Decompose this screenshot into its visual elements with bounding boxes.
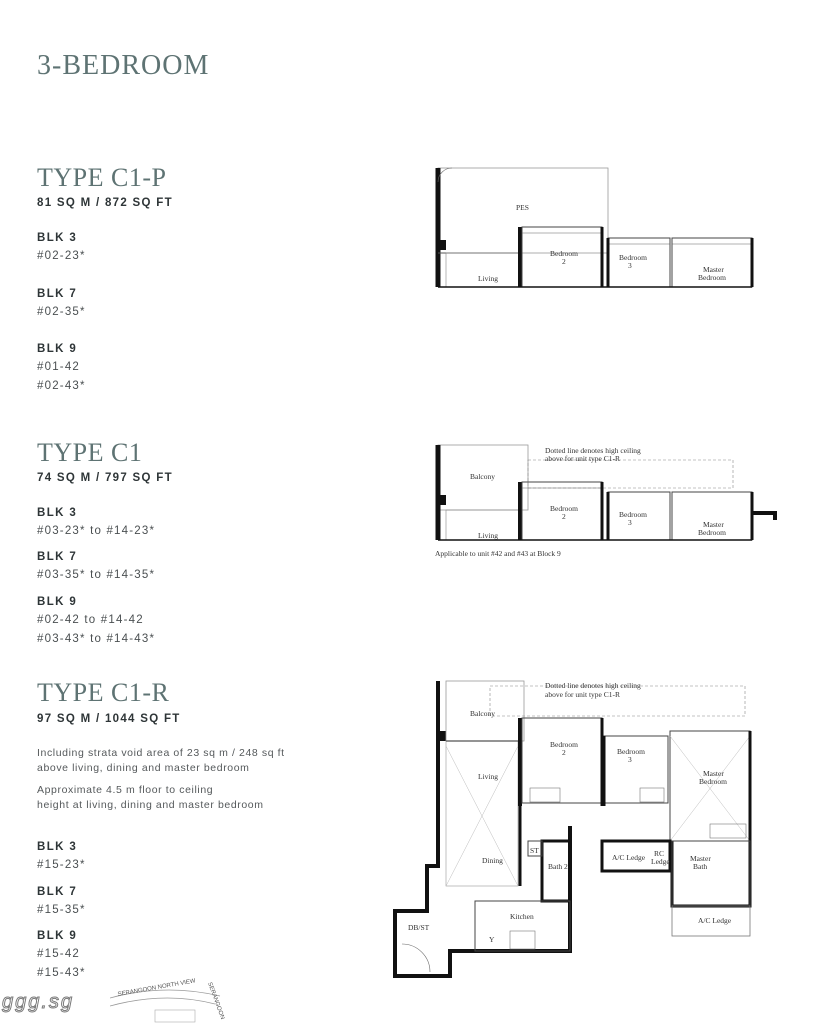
c1r-bedroom3-label: Bedroom [617,747,645,756]
key-plan-street-2: SERANGOON [206,981,226,1021]
c1p-blk7-unit: #02-35* [37,306,86,318]
c1r-note-4: height at living, dining and master bedroom [37,799,264,811]
c1-blk7-label: BLK 7 [37,551,78,563]
c1-bedroom2-num: 2 [562,512,566,521]
c1r-master-label: Master [703,769,724,778]
c1r-blk9-label: BLK 9 [37,930,78,942]
c1-dotted-note-2: above for unit type C1-R [545,454,620,463]
c1r-note-2: above living, dining and master bedroom [37,762,250,774]
c1r-blk3-label: BLK 3 [37,841,78,853]
type-c1r-title: TYPE C1-R [37,678,170,707]
c1r-living-label: Living [478,772,498,781]
c1p-blk9-unit-2: #02-43* [37,380,86,392]
c1p-blk3-unit: #02-23* [37,250,86,262]
c1-blk7-unit: #03-35* to #14-35* [37,569,156,581]
c1r-dotted-note-2: above for unit type C1-R [545,690,620,699]
c1-bedroom3-label: Bedroom [619,510,647,519]
c1r-blk7-label: BLK 7 [37,886,78,898]
c1r-blk9-unit-1: #15-42 [37,948,81,960]
c1-master-label: Master [703,520,724,529]
c1-blk3-label: BLK 3 [37,507,78,519]
c1r-balcony-label: Balcony [470,709,495,718]
c1r-bedroom3-num: 3 [628,755,632,764]
c1-blk9-unit-1: #02-42 to #14-42 [37,614,144,626]
c1r-dbst-label: DB/ST [408,923,430,932]
c1-applicable-note: Applicable to unit #42 and #43 at Block 9 [435,549,561,558]
type-c1r-area: 97 SQ M / 1044 SQ FT [37,713,181,725]
c1r-ac-ledge-2-label: A/C Ledge [698,916,732,925]
c1r-rc-ledge-label: Ledge [651,857,670,866]
c1r-blk9-unit-2: #15-43* [37,967,86,979]
c1r-y-label: Y [489,935,495,944]
c1-bedroom2-label: Bedroom [550,504,578,513]
c1p-blk9-label: BLK 9 [37,343,78,355]
c1r-master-bath-label-1: Master [690,854,711,863]
c1-bedroom3-num: 3 [628,518,632,527]
c1r-note-3: Approximate 4.5 m floor to ceiling [37,784,214,796]
c1r-note-1: Including strata void area of 23 sq m / 248 sq ft [37,747,285,759]
type-c1p-title: TYPE C1-P [37,163,167,192]
c1r-kitchen-label: Kitchen [510,912,534,921]
c1r-master-bath-label-2: Bath [693,862,708,871]
type-c1p-area: 81 SQ M / 872 SQ FT [37,197,173,209]
c1r-floor-plan [390,676,770,981]
c1p-master-bedroom-label: Bedroom [698,273,726,282]
c1r-blk3-unit: #15-23* [37,859,86,871]
c1-blk3-unit: #03-23* to #14-23* [37,525,156,537]
c1r-master-bedroom-label: Bedroom [699,777,727,786]
c1p-pes-label: PES [516,203,529,212]
c1r-dining-label: Dining [482,856,503,865]
type-c1-title: TYPE C1 [37,438,143,467]
c1r-ac-ledge-label: A/C Ledge [612,853,646,862]
c1p-living-label: Living [478,274,498,283]
c1-dotted-note-1: Dotted line denotes high ceiling [545,446,641,455]
type-c1-area: 74 SQ M / 797 SQ FT [37,472,173,484]
c1-master-bedroom-label: Bedroom [698,528,726,537]
c1p-bedroom2-label: Bedroom [550,249,578,258]
c1p-floor-plan [430,160,770,295]
c1p-bedroom2-num: 2 [562,257,566,266]
key-plan-street-1: SERANGOON NORTH VIEW [117,978,197,998]
c1p-bedroom3-num: 3 [628,261,632,270]
c1-floor-plan [430,440,790,565]
c1r-bath2-label: Bath 2 [548,862,568,871]
c1-balcony-label: Balcony [470,472,495,481]
c1p-bedroom3-label: Bedroom [619,253,647,262]
watermark: ggg.sg [2,991,75,1013]
c1r-blk7-unit: #15-35* [37,904,86,916]
c1-blk9-unit-2: #03-43* to #14-43* [37,633,156,645]
key-plan [110,978,240,1024]
c1p-master-label: Master [703,265,724,274]
c1p-blk7-label: BLK 7 [37,288,78,300]
c1r-dotted-note-1: Dotted line denotes high ceiling [545,681,641,690]
c1r-rc-label: RC [654,849,665,858]
c1r-bedroom2-num: 2 [562,748,566,757]
c1-living-label: Living [478,531,498,540]
c1-blk9-label: BLK 9 [37,596,78,608]
c1p-blk3-label: BLK 3 [37,232,78,244]
c1r-bedroom2-label: Bedroom [550,740,578,749]
c1p-blk9-unit-1: #01-42 [37,361,81,373]
page-title: 3-BEDROOM [37,50,210,81]
c1r-st-label: ST [530,846,539,855]
